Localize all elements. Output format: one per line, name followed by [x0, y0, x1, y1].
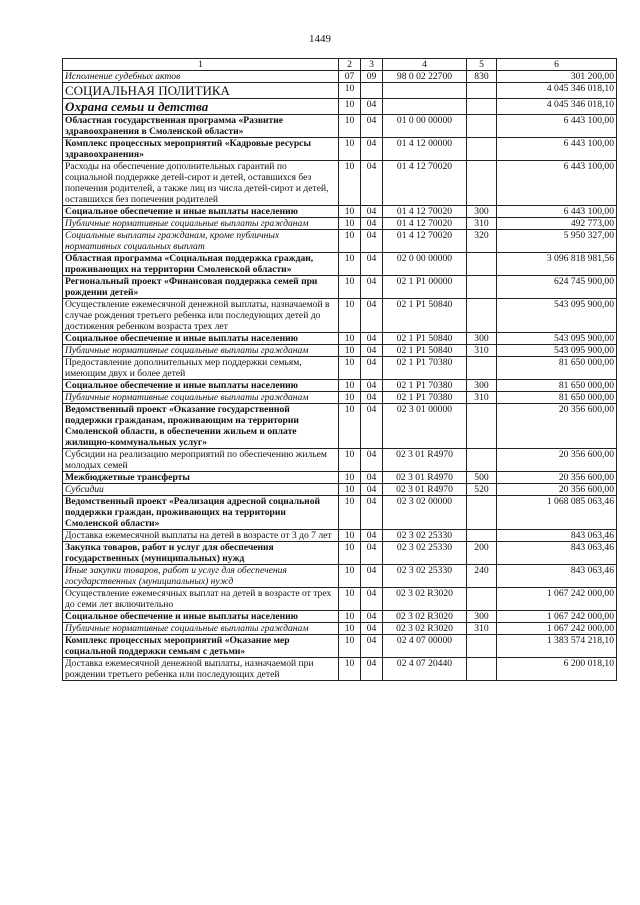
row-name-cell: Социальные выплаты гражданам, кроме публичных нормативных социальных выплат — [63, 230, 339, 253]
row-expense-type-cell — [467, 658, 497, 681]
row-section-cell: 10 — [339, 115, 361, 138]
row-expense-type-cell — [467, 299, 497, 333]
row-target-code-cell: 02 3 02 R3020 — [383, 611, 467, 623]
row-amount-cell: 81 650 000,00 — [497, 357, 617, 380]
row-name-cell: Ведомственный проект «Оказание государственной поддержки гражданам, проживающим на территории Смоленской области, в обеспечении жильем и оплате жилищно-коммунальных услуг» — [63, 404, 339, 449]
row-subsection-cell: 04 — [361, 588, 383, 611]
row-amount-cell: 301 200,00 — [497, 71, 617, 83]
row-target-code-cell: 02 3 02 R3020 — [383, 623, 467, 635]
table-row — [63, 357, 617, 380]
row-target-code-cell: 02 1 P1 00000 — [383, 276, 467, 299]
row-expense-type-cell — [467, 99, 497, 115]
row-expense-type-cell: 310 — [467, 345, 497, 357]
row-subsection-cell: 04 — [361, 484, 383, 496]
table-row — [63, 161, 617, 206]
row-expense-type-cell: 310 — [467, 218, 497, 230]
row-section-cell: 10 — [339, 449, 361, 472]
row-target-code-cell — [383, 99, 467, 115]
table-header — [63, 59, 617, 71]
row-subsection-cell — [361, 83, 383, 99]
row-target-code-cell: 02 3 02 R3020 — [383, 588, 467, 611]
row-amount-cell: 543 095 900,00 — [497, 299, 617, 333]
row-name-cell: Доставка ежемесячной выплаты на детей в возрасте от 3 до 7 лет — [63, 530, 339, 542]
table-row — [63, 71, 617, 83]
row-section-cell: 10 — [339, 380, 361, 392]
row-amount-cell: 20 356 600,00 — [497, 472, 617, 484]
row-target-code-cell: 01 4 12 70020 — [383, 218, 467, 230]
row-name-cell: Межбюджетные трансферты — [63, 472, 339, 484]
row-target-code-cell: 01 4 12 70020 — [383, 230, 467, 253]
row-target-code-cell: 02 0 00 00000 — [383, 253, 467, 276]
row-target-code-cell: 02 4 07 00000 — [383, 635, 467, 658]
table-row — [63, 472, 617, 484]
table-row — [63, 588, 617, 611]
row-name-cell: Социальное обеспечение и иные выплаты населению — [63, 206, 339, 218]
row-section-cell: 10 — [339, 542, 361, 565]
table-row — [63, 542, 617, 565]
table-body — [63, 71, 617, 681]
row-name-cell: Осуществление ежемесячных выплат на детей в возрасте от трех до семи лет включительно — [63, 588, 339, 611]
row-expense-type-cell — [467, 276, 497, 299]
row-amount-cell: 3 096 818 981,56 — [497, 253, 617, 276]
row-amount-cell: 843 063,46 — [497, 565, 617, 588]
row-subsection-cell: 04 — [361, 472, 383, 484]
row-target-code-cell: 02 3 02 25330 — [383, 530, 467, 542]
table-row — [63, 392, 617, 404]
row-amount-cell: 1 068 085 063,46 — [497, 496, 617, 530]
row-section-cell: 10 — [339, 230, 361, 253]
row-name-cell: Субсидии на реализацию мероприятий по обеспечению жильем молодых семей — [63, 449, 339, 472]
row-section-cell: 10 — [339, 635, 361, 658]
row-subsection-cell: 04 — [361, 333, 383, 345]
header-cell-3: 3 — [361, 59, 383, 71]
row-target-code-cell: 02 1 P1 70380 — [383, 392, 467, 404]
table-row — [63, 496, 617, 530]
row-amount-cell: 624 745 900,00 — [497, 276, 617, 299]
row-section-cell: 07 — [339, 71, 361, 83]
row-subsection-cell: 04 — [361, 496, 383, 530]
row-section-cell: 10 — [339, 611, 361, 623]
table-row — [63, 115, 617, 138]
row-amount-cell: 1 383 574 218,10 — [497, 635, 617, 658]
row-expense-type-cell — [467, 357, 497, 380]
row-section-cell: 10 — [339, 276, 361, 299]
table-row — [63, 623, 617, 635]
table-row — [63, 449, 617, 472]
row-expense-type-cell — [467, 115, 497, 138]
header-cell-1: 1 — [63, 59, 339, 71]
row-name-cell: Расходы на обеспечение дополнительных гарантий по социальной поддержке детей-сирот и детей, оставшихся без попечения родителей, а также лиц из числа детей-сирот и детей, оставшихся без попечения родителей — [63, 161, 339, 206]
row-expense-type-cell: 500 — [467, 472, 497, 484]
row-section-cell: 10 — [339, 623, 361, 635]
row-expense-type-cell — [467, 138, 497, 161]
row-name-cell: Публичные нормативные социальные выплаты гражданам — [63, 392, 339, 404]
row-expense-type-cell: 320 — [467, 230, 497, 253]
row-section-cell: 10 — [339, 299, 361, 333]
row-target-code-cell — [383, 83, 467, 99]
row-expense-type-cell — [467, 161, 497, 206]
row-amount-cell: 843 063,46 — [497, 530, 617, 542]
row-name-cell: Социальное обеспечение и иные выплаты населению — [63, 380, 339, 392]
row-subsection-cell: 04 — [361, 449, 383, 472]
row-amount-cell: 1 067 242 000,00 — [497, 611, 617, 623]
row-amount-cell: 1 067 242 000,00 — [497, 588, 617, 611]
row-name-cell: Ведомственный проект «Реализация адресной социальной поддержки граждан, проживающих на территории Смоленской области» — [63, 496, 339, 530]
row-subsection-cell: 04 — [361, 658, 383, 681]
table-row — [63, 99, 617, 115]
row-amount-cell: 6 443 100,00 — [497, 138, 617, 161]
row-target-code-cell: 02 3 02 25330 — [383, 542, 467, 565]
row-subsection-cell: 04 — [361, 380, 383, 392]
row-target-code-cell: 01 4 12 70020 — [383, 161, 467, 206]
row-expense-type-cell — [467, 588, 497, 611]
table-row — [63, 611, 617, 623]
row-section-cell: 10 — [339, 392, 361, 404]
row-amount-cell: 6 443 100,00 — [497, 206, 617, 218]
row-subsection-cell: 04 — [361, 206, 383, 218]
row-amount-cell: 20 356 600,00 — [497, 449, 617, 472]
row-amount-cell: 6 443 100,00 — [497, 161, 617, 206]
row-name-cell: Областная государственная программа «Развитие здравоохранения в Смоленской области» — [63, 115, 339, 138]
row-amount-cell: 843 063,46 — [497, 542, 617, 565]
table-row — [63, 635, 617, 658]
row-section-cell: 10 — [339, 333, 361, 345]
table-row — [63, 230, 617, 253]
header-cell-2: 2 — [339, 59, 361, 71]
row-section-cell: 10 — [339, 496, 361, 530]
table-row — [63, 345, 617, 357]
row-name-cell: Социальное обеспечение и иные выплаты населению — [63, 333, 339, 345]
row-name-cell: Комплекс процессных мероприятий «Кадровые ресурсы здравоохранения» — [63, 138, 339, 161]
row-subsection-cell: 04 — [361, 404, 383, 449]
row-name-cell: Субсидии — [63, 484, 339, 496]
row-target-code-cell: 02 3 02 25330 — [383, 565, 467, 588]
row-expense-type-cell: 300 — [467, 380, 497, 392]
row-amount-cell: 4 045 346 018,10 — [497, 83, 617, 99]
row-amount-cell: 20 356 600,00 — [497, 404, 617, 449]
row-expense-type-cell: 310 — [467, 392, 497, 404]
row-section-cell: 10 — [339, 253, 361, 276]
row-subsection-cell: 04 — [361, 623, 383, 635]
row-subsection-cell: 09 — [361, 71, 383, 83]
row-subsection-cell: 04 — [361, 542, 383, 565]
row-subsection-cell: 04 — [361, 276, 383, 299]
page-number: 1449 — [309, 33, 331, 45]
row-target-code-cell: 02 1 P1 50840 — [383, 333, 467, 345]
table-row — [63, 83, 617, 99]
row-expense-type-cell — [467, 530, 497, 542]
table-row — [63, 484, 617, 496]
row-target-code-cell: 02 3 01 R4970 — [383, 484, 467, 496]
header-cell-4: 4 — [383, 59, 467, 71]
row-expense-type-cell: 240 — [467, 565, 497, 588]
row-name-cell: Публичные нормативные социальные выплаты гражданам — [63, 345, 339, 357]
row-section-cell: 10 — [339, 99, 361, 115]
row-target-code-cell: 98 0 02 22700 — [383, 71, 467, 83]
row-name-cell: Региональный проект «Финансовая поддержка семей при рождении детей» — [63, 276, 339, 299]
row-subsection-cell: 04 — [361, 565, 383, 588]
header-cell-5: 5 — [467, 59, 497, 71]
row-expense-type-cell: 830 — [467, 71, 497, 83]
row-target-code-cell: 01 4 12 00000 — [383, 138, 467, 161]
row-expense-type-cell: 310 — [467, 623, 497, 635]
row-name-cell: Иные закупки товаров, работ и услуг для обеспечения государственных (муниципальных) нужд — [63, 565, 339, 588]
row-expense-type-cell: 300 — [467, 333, 497, 345]
row-name-cell: Исполнение судебных актов — [63, 71, 339, 83]
row-amount-cell: 20 356 600,00 — [497, 484, 617, 496]
row-amount-cell: 6 200 018,10 — [497, 658, 617, 681]
row-section-cell: 10 — [339, 530, 361, 542]
row-name-cell: Областная программа «Социальная поддержка граждан, проживающих на территории Смоленской области» — [63, 253, 339, 276]
row-subsection-cell: 04 — [361, 253, 383, 276]
row-section-cell: 10 — [339, 138, 361, 161]
row-subsection-cell: 04 — [361, 115, 383, 138]
row-amount-cell: 543 095 900,00 — [497, 345, 617, 357]
row-target-code-cell: 02 3 01 R4970 — [383, 472, 467, 484]
row-name-cell: Социальное обеспечение и иные выплаты населению — [63, 611, 339, 623]
table-row — [63, 276, 617, 299]
table-row — [63, 206, 617, 218]
table-row — [63, 565, 617, 588]
table-row — [63, 404, 617, 449]
row-expense-type-cell — [467, 83, 497, 99]
row-target-code-cell: 02 1 P1 50840 — [383, 345, 467, 357]
row-expense-type-cell — [467, 496, 497, 530]
row-section-cell: 10 — [339, 206, 361, 218]
row-amount-cell: 81 650 000,00 — [497, 380, 617, 392]
row-subsection-cell: 04 — [361, 357, 383, 380]
row-section-cell: 10 — [339, 484, 361, 496]
row-subsection-cell: 04 — [361, 230, 383, 253]
row-name-cell: Осуществление ежемесячной денежной выплаты, назначаемой в случае рождения третьего ребенка или последующих детей до достижения ребенком возраста трех лет — [63, 299, 339, 333]
row-expense-type-cell: 300 — [467, 206, 497, 218]
row-name-cell: Публичные нормативные социальные выплаты гражданам — [63, 623, 339, 635]
row-expense-type-cell — [467, 449, 497, 472]
budget-table — [62, 58, 617, 681]
row-amount-cell: 6 443 100,00 — [497, 115, 617, 138]
row-amount-cell: 81 650 000,00 — [497, 392, 617, 404]
row-name-cell: Комплекс процессных мероприятий «Оказание мер социальной поддержки семьям с детьми» — [63, 635, 339, 658]
row-expense-type-cell: 300 — [467, 611, 497, 623]
row-target-code-cell: 02 1 P1 50840 — [383, 299, 467, 333]
row-target-code-cell: 02 1 P1 70380 — [383, 380, 467, 392]
row-name-cell: Охрана семьи и детства — [63, 99, 339, 115]
row-subsection-cell: 04 — [361, 299, 383, 333]
row-target-code-cell: 02 3 01 00000 — [383, 404, 467, 449]
row-name-cell: СОЦИАЛЬНАЯ ПОЛИТИКА — [63, 83, 339, 99]
row-subsection-cell: 04 — [361, 392, 383, 404]
row-subsection-cell: 04 — [361, 218, 383, 230]
row-target-code-cell: 02 4 07 20440 — [383, 658, 467, 681]
row-expense-type-cell: 200 — [467, 542, 497, 565]
row-section-cell: 10 — [339, 345, 361, 357]
row-amount-cell: 4 045 346 018,10 — [497, 99, 617, 115]
row-subsection-cell: 04 — [361, 138, 383, 161]
row-target-code-cell: 02 3 02 00000 — [383, 496, 467, 530]
table-row — [63, 530, 617, 542]
row-section-cell: 10 — [339, 357, 361, 380]
row-expense-type-cell — [467, 404, 497, 449]
header-cell-6: 6 — [497, 59, 617, 71]
row-target-code-cell: 02 1 P1 70380 — [383, 357, 467, 380]
row-section-cell: 10 — [339, 472, 361, 484]
table-row — [63, 658, 617, 681]
table-row — [63, 218, 617, 230]
row-section-cell: 10 — [339, 565, 361, 588]
row-section-cell: 10 — [339, 161, 361, 206]
row-expense-type-cell: 520 — [467, 484, 497, 496]
row-name-cell: Публичные нормативные социальные выплаты гражданам — [63, 218, 339, 230]
row-subsection-cell: 04 — [361, 345, 383, 357]
table-row — [63, 253, 617, 276]
row-subsection-cell: 04 — [361, 635, 383, 658]
row-name-cell: Предоставление дополнительных мер поддержки семьям, имеющим двух и более детей — [63, 357, 339, 380]
row-amount-cell: 543 095 900,00 — [497, 333, 617, 345]
row-target-code-cell: 01 0 00 00000 — [383, 115, 467, 138]
row-section-cell: 10 — [339, 218, 361, 230]
table-row — [63, 333, 617, 345]
table-row — [63, 380, 617, 392]
row-target-code-cell: 02 3 01 R4970 — [383, 449, 467, 472]
row-section-cell: 10 — [339, 83, 361, 99]
row-section-cell: 10 — [339, 658, 361, 681]
row-subsection-cell: 04 — [361, 611, 383, 623]
row-section-cell: 10 — [339, 404, 361, 449]
row-subsection-cell: 04 — [361, 99, 383, 115]
row-name-cell: Закупка товаров, работ и услуг для обеспечения государственных (муниципальных) нужд — [63, 542, 339, 565]
table-row — [63, 138, 617, 161]
header-row — [63, 59, 617, 71]
row-subsection-cell: 04 — [361, 530, 383, 542]
row-amount-cell: 5 950 327,00 — [497, 230, 617, 253]
row-name-cell: Доставка ежемесячной денежной выплаты, назначаемой при рождении третьего ребенка или последующих детей — [63, 658, 339, 681]
table-row — [63, 299, 617, 333]
row-target-code-cell: 01 4 12 70020 — [383, 206, 467, 218]
row-expense-type-cell — [467, 635, 497, 658]
row-amount-cell: 492 773,00 — [497, 218, 617, 230]
row-expense-type-cell — [467, 253, 497, 276]
row-section-cell: 10 — [339, 588, 361, 611]
row-amount-cell: 1 067 242 000,00 — [497, 623, 617, 635]
row-subsection-cell: 04 — [361, 161, 383, 206]
